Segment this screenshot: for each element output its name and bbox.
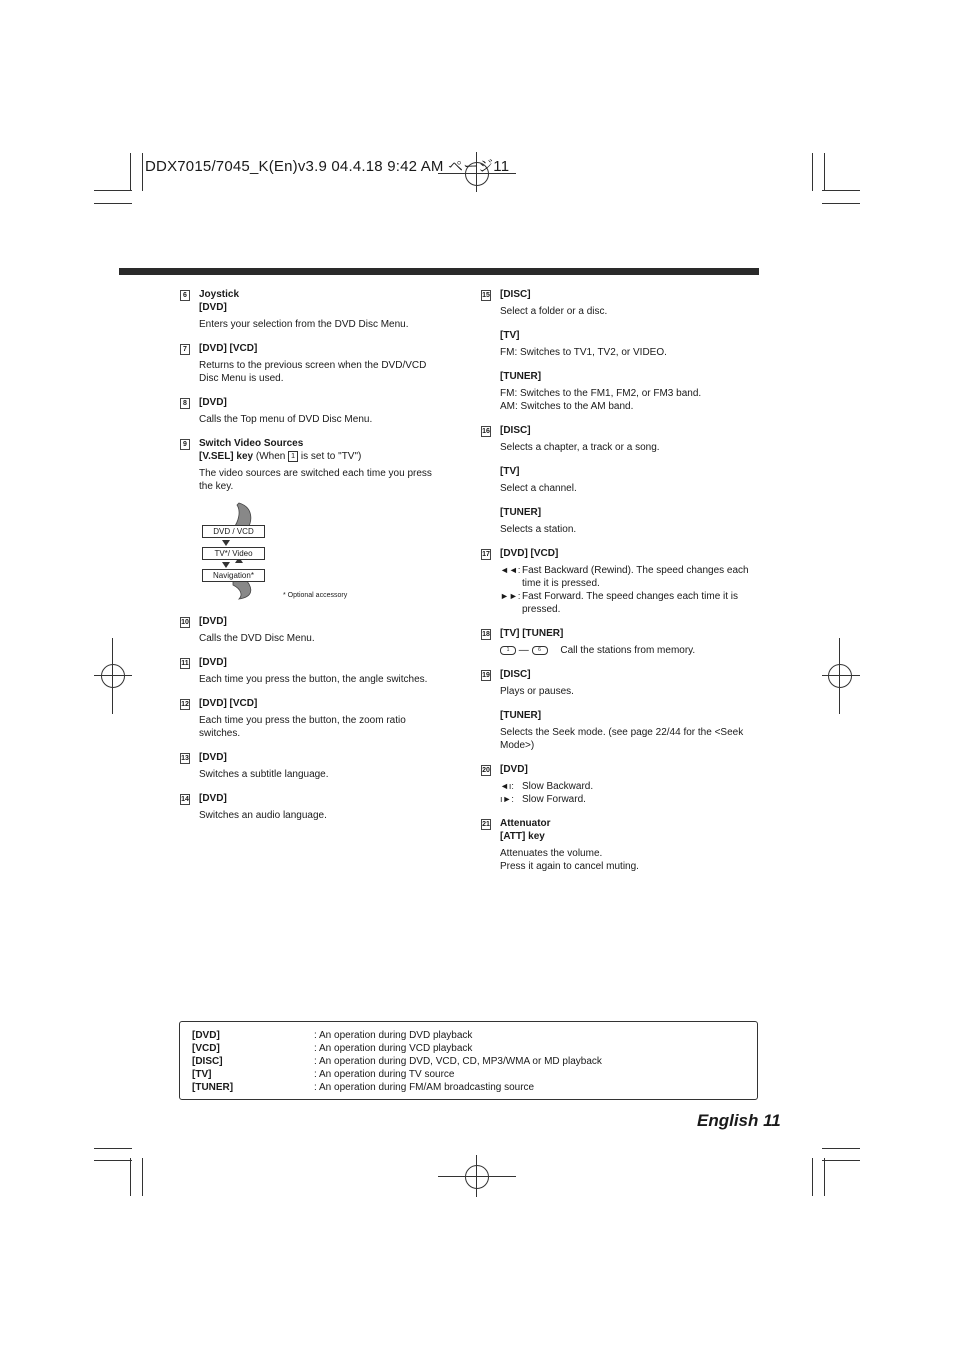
item-title: Switch Video Sources (199, 438, 304, 449)
item-13 (180, 751, 445, 781)
item-title: [DVD] (199, 616, 227, 627)
item-number: 6 (180, 290, 190, 301)
item-desc: Switches a subtitle language. (199, 769, 329, 780)
preset-key-6-icon: 6 (532, 646, 548, 655)
source-tv-video: TV*/ Video (202, 547, 265, 560)
item-14 (180, 792, 445, 822)
tuner-desc: Selects the Seek mode. (see page 22/44 for the <Seek Mode>) (500, 727, 744, 751)
tv-label: [TV] (500, 330, 520, 341)
legend-key: [DVD] (192, 1030, 220, 1041)
item-number: 20 (482, 767, 490, 774)
item-12 (180, 697, 445, 740)
item-desc: Returns to the previous screen when the DVD/VCD Disc Menu is used. (199, 360, 427, 384)
tv-label: [TV] (500, 466, 520, 477)
tuner-label: [TUNER] (500, 507, 542, 518)
right-column (481, 288, 761, 873)
legend-value: : An operation during TV source (314, 1069, 455, 1080)
legend-key: [DISC] (192, 1056, 223, 1067)
tuner-desc-fm: FM: Switches to the FM1, FM2, or FM3 band. (500, 388, 702, 399)
item-desc: Calls the DVD Disc Menu. (199, 633, 315, 644)
item-title: Attenuator (500, 818, 551, 829)
item-17 (481, 547, 761, 616)
item-16 (481, 424, 761, 536)
item-8 (180, 396, 445, 426)
item-desc: Select a folder or a disc. (500, 306, 608, 317)
item-title: [DVD] (199, 657, 227, 668)
item-desc: The video sources are switched each time you press the key. (199, 468, 432, 492)
item-15 (481, 288, 761, 413)
fast-forward-desc: Fast Forward. The speed changes each time it is pressed. (522, 591, 739, 615)
section-bar (119, 268, 759, 275)
item-title: [DISC] (500, 669, 531, 680)
item-21 (481, 817, 761, 873)
tuner-desc: Selects a station. (500, 524, 577, 535)
key-note-number: 1 (288, 451, 298, 462)
fast-backward-line (500, 564, 761, 590)
down-arrow-icon (222, 562, 230, 568)
source-navigation: Navigation* (202, 569, 265, 582)
item-desc: Attenuates the volume. (500, 848, 603, 859)
key-note-post: is set to "TV") (298, 451, 362, 462)
item-10 (180, 615, 445, 645)
fast-forward-icon: ►►: (500, 591, 521, 601)
item-9 (180, 437, 445, 601)
preset-dash: — (516, 645, 532, 656)
preset-desc: Call the stations from memory. (560, 645, 696, 656)
legend-box (179, 1021, 758, 1100)
item-number: 16 (482, 428, 490, 435)
legend-key: [TUNER] (192, 1082, 234, 1093)
key-label: [V.SEL] key (199, 451, 254, 462)
item-desc: Enters your selection from the DVD Disc Menu. (199, 319, 409, 330)
item-title: [DVD] (199, 793, 227, 804)
tv-desc: FM: Switches to TV1, TV2, or VIDEO. (500, 347, 667, 358)
item-6 (180, 288, 445, 331)
item-number: 14 (181, 796, 189, 803)
legend-key: [VCD] (192, 1043, 220, 1054)
legend-row (192, 1029, 472, 1042)
legend-row (192, 1068, 454, 1081)
item-desc: Calls the Top menu of DVD Disc Menu. (199, 414, 373, 425)
item-desc: Each time you press the button, the angle switches. (199, 674, 428, 685)
item-7 (180, 342, 445, 385)
slow-backward-desc: Slow Backward. (522, 781, 594, 792)
item-title: [DISC] (500, 289, 531, 300)
optional-accessory-note: * Optional accessory (283, 592, 348, 599)
item-title: [DISC] (500, 425, 531, 436)
item-desc: Switches an audio language. (199, 810, 327, 821)
item-title: [DVD] [VCD] (500, 548, 559, 559)
slow-backward-icon: ◄ı: (500, 781, 514, 791)
item-number: 12 (181, 701, 189, 708)
legend-value: : An operation during DVD, VCD, CD, MP3/WMA or MD playback (314, 1056, 602, 1067)
slow-forward-line (500, 793, 761, 806)
key-line (199, 450, 445, 463)
tuner-desc-am: AM: Switches to the AM band. (500, 401, 634, 412)
preset-key-1-icon: 1 (500, 646, 516, 655)
item-title: Joystick (199, 289, 240, 300)
item-mode: [DVD] (199, 302, 227, 313)
legend-row (192, 1081, 534, 1094)
page-number-label: English 11 (697, 1111, 781, 1130)
key-label: [ATT] key (500, 831, 545, 842)
item-desc: Selects a chapter, a track or a song. (500, 442, 660, 453)
item-desc: Each time you press the button, the zoom ratio switches. (199, 715, 406, 739)
item-number: 11 (181, 660, 189, 667)
preset-line (500, 644, 761, 657)
legend-key: [TV] (192, 1069, 212, 1080)
legend-row (192, 1055, 602, 1068)
fast-forward-line (500, 590, 761, 616)
item-19 (481, 668, 761, 752)
item-number: 7 (180, 344, 190, 355)
legend-value: : An operation during DVD playback (314, 1030, 473, 1041)
item-desc: Plays or pauses. (500, 686, 574, 697)
slow-backward-line (500, 780, 761, 793)
fast-backward-desc: Fast Backward (Rewind). The speed changes each time it is pressed. (522, 565, 749, 589)
item-desc-2: Press it again to cancel muting. (500, 861, 639, 872)
item-number: 21 (482, 821, 490, 828)
item-number: 8 (180, 398, 190, 409)
slow-forward-icon: ı►: (500, 794, 514, 804)
item-title: [DVD] (199, 397, 227, 408)
legend-value: : An operation during VCD playback (314, 1043, 473, 1054)
item-18 (481, 627, 761, 657)
source-dvd-vcd: DVD / VCD (202, 525, 265, 538)
item-title: [TV] [TUNER] (500, 628, 564, 639)
down-arrow-icon (222, 540, 230, 546)
legend-value: : An operation during FM/AM broadcasting source (314, 1082, 535, 1093)
item-title: [DVD] [VCD] (199, 698, 258, 709)
slow-forward-desc: Slow Forward. (522, 794, 586, 805)
item-number: 15 (482, 292, 490, 299)
item-number: 18 (482, 631, 490, 638)
fast-backward-icon: ◄◄: (500, 565, 521, 575)
legend-row (192, 1042, 472, 1055)
print-header: DDX7015/7045_K(En)v3.9 04.4.18 9:42 AM ページ11 (145, 158, 510, 175)
tv-desc: Select a channel. (500, 483, 577, 494)
video-source-diagram (199, 501, 445, 601)
item-number: 19 (482, 672, 490, 679)
left-column (180, 288, 445, 822)
key-note-pre: (When (253, 451, 289, 462)
item-title: [DVD] (500, 764, 528, 775)
item-title: [DVD] [VCD] (199, 343, 258, 354)
item-number: 10 (181, 619, 189, 626)
item-11 (180, 656, 445, 686)
item-20 (481, 763, 761, 806)
item-number: 17 (482, 551, 490, 558)
tuner-label: [TUNER] (500, 710, 542, 721)
item-number: 9 (180, 439, 190, 450)
item-number: 13 (181, 755, 189, 762)
tuner-label: [TUNER] (500, 371, 542, 382)
item-title: [DVD] (199, 752, 227, 763)
